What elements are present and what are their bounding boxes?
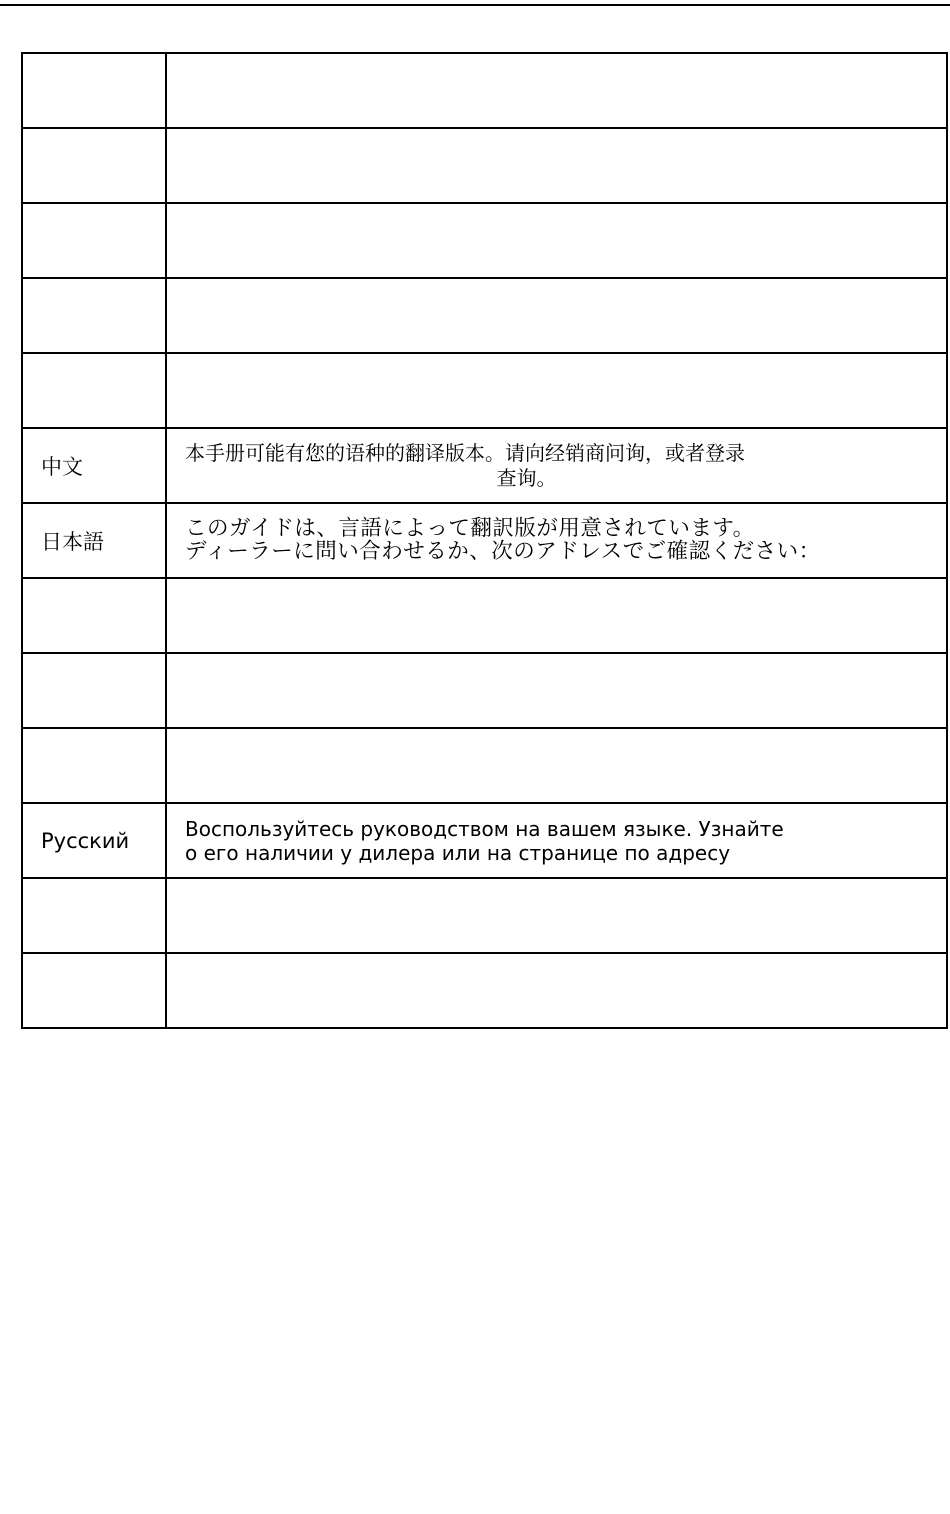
table-row — [22, 578, 947, 653]
translation-cell — [166, 203, 947, 278]
translation-line: о его наличии у дилера или на странице по адресу — [185, 840, 731, 865]
table-row — [22, 278, 947, 353]
language-cell-russian: Русский — [22, 803, 166, 878]
table-row — [22, 128, 947, 203]
table-row — [22, 653, 947, 728]
language-cell — [22, 653, 166, 728]
table-row-chinese — [22, 428, 947, 503]
table-row — [22, 953, 947, 1028]
translation-cell-russian — [166, 803, 947, 878]
translation-line: Воспользуйтесь руководством на вашем языке. Узнайте — [185, 816, 784, 841]
translation-cell — [166, 53, 947, 128]
language-cell-japanese: 日本語 — [22, 503, 166, 578]
language-table — [21, 52, 948, 1029]
translation-cell — [166, 878, 947, 953]
table-row — [22, 878, 947, 953]
translation-line: このガイドは、言語によって翻訳版が用意されています。 — [185, 515, 755, 541]
language-cell — [22, 878, 166, 953]
translation-cell — [166, 728, 947, 803]
translation-cell-chinese — [166, 428, 947, 503]
translation-cell — [166, 278, 947, 353]
language-cell — [22, 128, 166, 203]
language-cell — [22, 578, 166, 653]
table-row-russian — [22, 803, 947, 878]
translation-cell — [166, 653, 947, 728]
language-cell — [22, 203, 166, 278]
translation-line: 查询。 — [496, 465, 557, 490]
language-cell — [22, 53, 166, 128]
language-cell — [22, 353, 166, 428]
table-row — [22, 353, 947, 428]
table-row — [22, 53, 947, 128]
table-row — [22, 203, 947, 278]
translation-line: 本手册可能有您的语种的翻译版本。请向经销商问询，或者登录 — [185, 440, 745, 465]
language-cell-chinese: 中文 — [22, 428, 166, 503]
language-cell — [22, 728, 166, 803]
translation-cell-japanese — [166, 503, 947, 578]
language-cell — [22, 278, 166, 353]
top-divider — [0, 4, 950, 6]
table-row — [22, 728, 947, 803]
translation-line: ディーラーに問い合わせるか、次のアドレスでご確認ください： — [185, 538, 821, 564]
translation-cell — [166, 953, 947, 1028]
translation-cell — [166, 353, 947, 428]
table-row-japanese — [22, 503, 947, 578]
translation-cell — [166, 128, 947, 203]
language-cell — [22, 953, 166, 1028]
translation-cell — [166, 578, 947, 653]
